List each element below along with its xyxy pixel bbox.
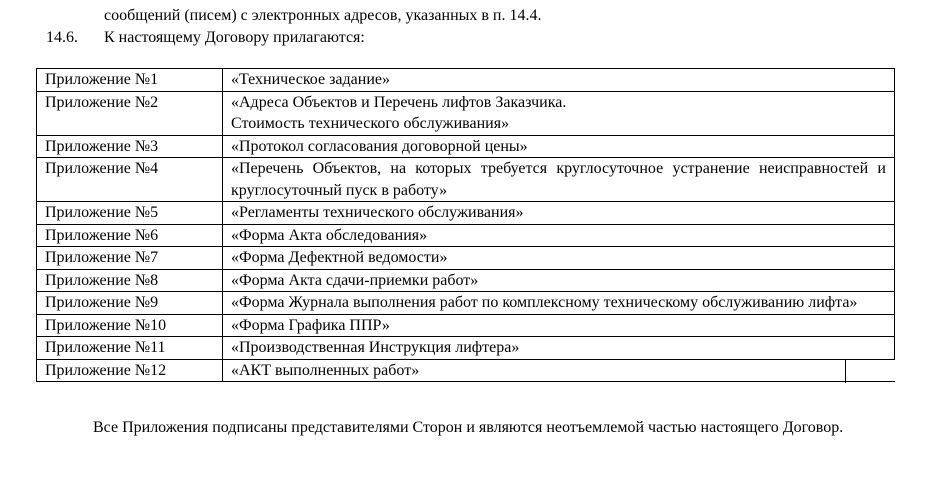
- annex-description: «Форма Дефектной ведомости»: [223, 247, 895, 270]
- annex-description: «Регламенты технического обслуживания»: [223, 202, 895, 225]
- table-row: [37, 314, 895, 337]
- annex-table: [36, 68, 895, 382]
- table-row: [37, 359, 895, 382]
- last-row-right-border: [845, 359, 846, 383]
- annex-description-line: Стоимость технического обслуживания»: [231, 115, 510, 132]
- annex-description: «Производственная Инструкция лифтера»: [223, 337, 895, 360]
- table-row: [37, 158, 895, 202]
- paragraph-continuation: сообщений (писем) с электронных адресов, указанных в п. 14.4.: [104, 7, 542, 24]
- table-row: [37, 247, 895, 270]
- clause-text: К настоящему Договору прилагаются:: [104, 29, 365, 46]
- table-row: [37, 269, 895, 292]
- table-row: [37, 292, 895, 315]
- annex-description: «Перечень Объектов, на которых требуется круглосуточное устранение неисправностей и круглосуточный пуск в работу»: [223, 158, 895, 202]
- table-row: [37, 224, 895, 247]
- annex-description: «Техническое задание»: [223, 69, 895, 92]
- table-row: [37, 69, 895, 92]
- annex-description: [223, 91, 895, 135]
- annex-description: «Протокол согласования договорной цены»: [223, 135, 895, 158]
- last-row-mask: [846, 382, 933, 384]
- annex-name: Приложение №7: [37, 247, 223, 270]
- annex-description: «Форма Акта сдачи-приемки работ»: [223, 269, 895, 292]
- annex-name: Приложение №2: [37, 91, 223, 135]
- annex-name: Приложение №9: [37, 292, 223, 315]
- clause-number: 14.6.: [46, 29, 78, 46]
- table-row: [37, 135, 895, 158]
- closing-paragraph: Все Приложения подписаны представителями Сторон и являются неотъемлемой частью настоящего Договор.: [93, 419, 844, 436]
- annex-name: Приложение №1: [37, 69, 223, 92]
- annex-description: «АКТ выполненных работ»: [223, 359, 895, 382]
- annex-name: Приложение №12: [37, 359, 223, 382]
- table-row: [37, 91, 895, 135]
- annex-name: Приложение №10: [37, 314, 223, 337]
- annex-description-line: «Адреса Объектов и Перечень лифтов Заказчика.: [231, 93, 567, 111]
- annex-name: Приложение №4: [37, 158, 223, 202]
- clause-14-6: [46, 27, 365, 49]
- annex-name: Приложение №11: [37, 337, 223, 360]
- annex-description: «Форма Журнала выполнения работ по комплексному техническому обслуживанию лифта»: [223, 292, 895, 315]
- table-row: [37, 337, 895, 360]
- annex-name: Приложение №3: [37, 135, 223, 158]
- annex-description: «Форма Графика ППР»: [223, 314, 895, 337]
- annex-name: Приложение №6: [37, 224, 223, 247]
- annex-name: Приложение №5: [37, 202, 223, 225]
- table-row: [37, 202, 895, 225]
- annex-description: «Форма Акта обследования»: [223, 224, 895, 247]
- annex-name: Приложение №8: [37, 269, 223, 292]
